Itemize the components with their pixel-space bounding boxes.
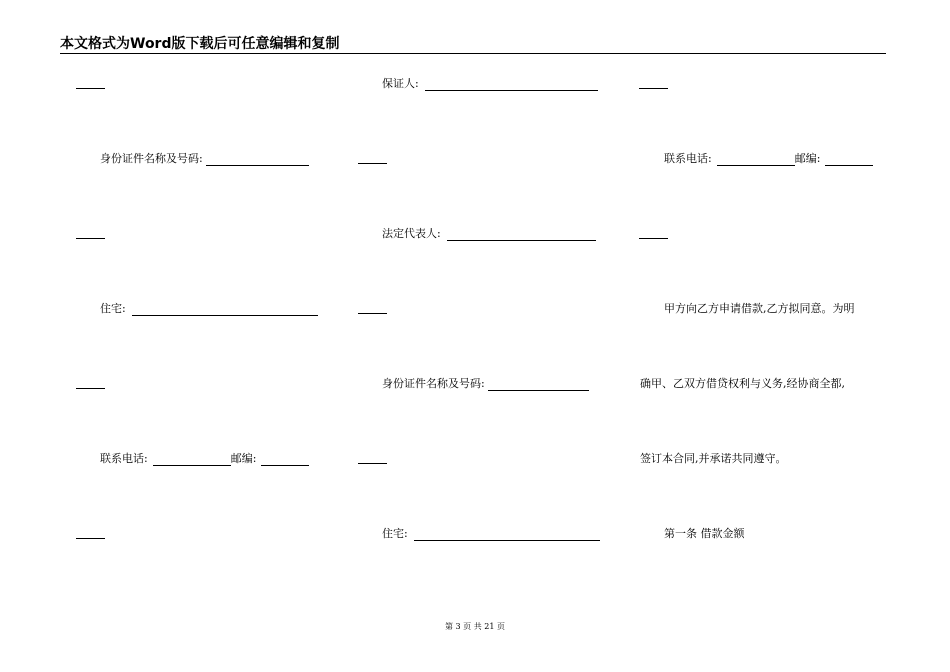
paragraph-text: 甲方向乙方申请借款,乙方拟同意。为明 [664,302,855,315]
phone-blank [717,154,795,166]
address-blank [414,529,600,541]
legal-rep-label: 法定代表人: [382,227,441,240]
fill-blank [76,77,105,89]
contact-row [664,152,873,166]
phone-blank [153,454,231,466]
contact-label: 联系电话: [100,452,148,465]
id-blank [206,154,309,166]
fill-blank [76,227,105,239]
paragraph-text: 确甲、乙双方借贷权利与义务,经协商全都, [640,377,845,390]
guarantor-row [382,77,598,91]
page-number: 第 3 页 共 21 页 [445,622,505,631]
fill-blank [76,377,105,389]
header-divider [60,53,886,54]
fill-blank [639,77,668,89]
fill-blank [358,302,387,314]
article-title: 第一条 借款金额 [664,527,745,540]
id-label: 身份证件名称及号码: [382,377,485,390]
party-contact-row [100,452,309,466]
fill-blank-row [76,77,105,89]
contact-label: 联系电话: [664,152,712,165]
guarantor-id-row [382,377,589,391]
postcode-label: 邮编: [230,452,257,465]
paragraph-line [640,377,845,391]
fill-blank-row [358,452,387,464]
paragraph-line [640,452,787,466]
document-header-title: 本文格式为Word版下载后可任意编辑和复制 [60,36,340,52]
fill-blank [358,452,387,464]
fill-blank-row [639,77,668,89]
legal-rep-blank [447,229,596,241]
legal-rep-row [382,227,596,241]
address-label: 住宅: [382,527,408,540]
id-blank [488,379,589,391]
fill-blank-row [76,377,105,389]
fill-blank-row [639,227,668,239]
postcode-label: 邮编: [794,152,821,165]
postcode-blank [261,454,309,466]
party-address-row [100,302,318,316]
guarantor-blank [425,79,598,91]
paragraph-text: 签订本合同,并承诺共同遵守。 [640,452,787,465]
fill-blank [358,152,387,164]
id-label: 身份证件名称及号码: [100,152,203,165]
fill-blank [639,227,668,239]
guarantor-label: 保证人: [382,77,419,90]
address-label: 住宅: [100,302,126,315]
postcode-blank [825,154,873,166]
fill-blank [76,527,105,539]
guarantor-address-row [382,527,600,541]
party-id-row [100,152,309,166]
fill-blank-row [76,227,105,239]
fill-blank-row [358,152,387,164]
address-blank [132,304,318,316]
article-heading [664,527,745,541]
fill-blank-row [358,302,387,314]
fill-blank-row [76,527,105,539]
paragraph-line [664,302,855,316]
